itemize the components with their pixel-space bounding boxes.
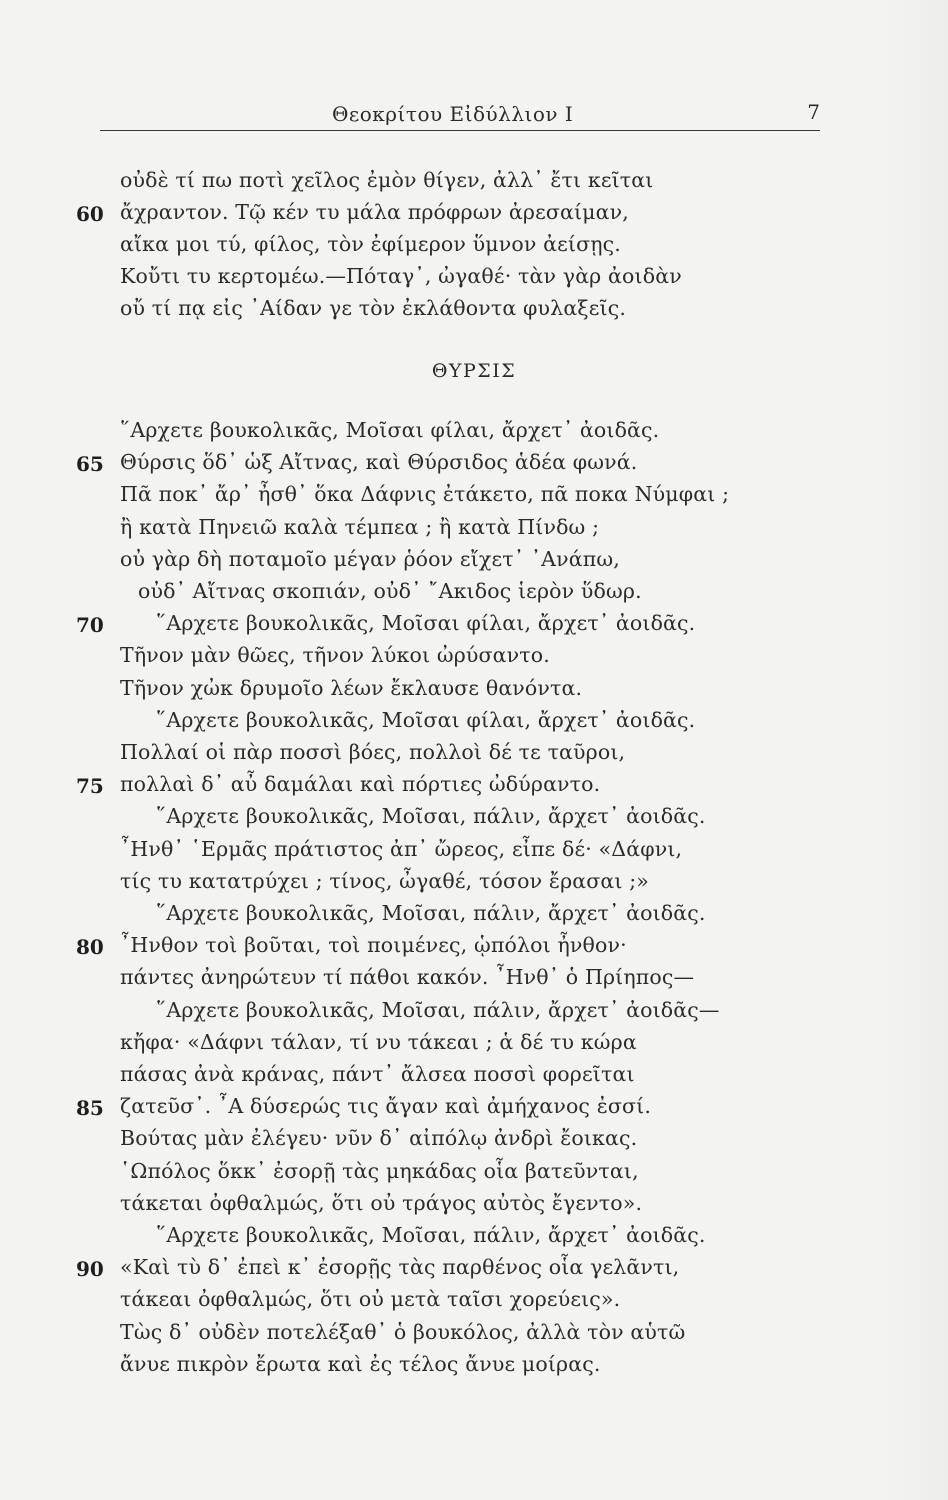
line-number: 80: [76, 935, 104, 960]
verse-text: Τῆνον μὰν θῶες, τῆνον λύκοι ὠρύσαντο.: [120, 643, 550, 668]
line-number: 65: [76, 452, 104, 477]
line-number: 60: [76, 202, 104, 226]
verse-text: Τὼς δ᾿ οὐδὲν ποτελέξαθ᾿ ὁ βουκόλος, ἀλλὰ τὸν αὑτῶ: [120, 1319, 686, 1344]
verse-line: [0, 1320, 948, 1352]
verse-text: ῞Αρχετε βουκολικᾶς, Μοῖσαι, πάλιν, ἄρχετ᾿ ἀοιδᾶς.: [156, 1223, 706, 1247]
line-number: 85: [76, 1096, 104, 1121]
verse-text: Τῆνον χὠκ δρυμοῖο λέων ἔκλαυσε θανόντα.: [120, 675, 583, 700]
verse-text: οὐδὲ τί πω ποτὶ χεῖλος ἐμὸν θίγεν, ἀλλ᾿ ἔτι κεῖται: [120, 168, 654, 192]
verse-line: [0, 1191, 948, 1223]
speaker-heading: ΘΥΡΣΙΣ: [431, 360, 517, 382]
verse-line: [0, 901, 948, 933]
verse-line: [0, 1255, 948, 1287]
line-number: 70: [76, 613, 104, 638]
verse-line: [0, 740, 948, 772]
verse-text: Βούτας μὰν ἐλέγευ· νῦν δ᾿ αἰπόλῳ ἀνδρὶ ἔοικας.: [120, 1126, 638, 1151]
verse-text: ῞Αρχετε βουκολικᾶς, Μοῖσαι, πάλιν, ἄρχετ᾿ ἀοιδᾶς.: [156, 804, 706, 829]
verse-line: [0, 515, 948, 547]
verse-text: ἢ κατὰ Πηνειῶ καλὰ τέμπεα ; ἢ κατὰ Πίνδω ;: [120, 514, 600, 539]
verse-line: [0, 1126, 948, 1158]
verse-line: [0, 676, 948, 708]
verse-line: [0, 869, 948, 901]
verse-text: Κοὔτι τυ κερτομέω.—Πόταγ᾿, ὠγαθέ· τὰν γὰρ ἀοιδὰν: [120, 264, 682, 288]
verse-text: ῞Αρχετε βουκολικᾶς, Μοῖσαι φίλαι, ἄρχετ᾿ ἀοιδᾶς.: [156, 707, 696, 732]
verse-text: πάσας ἀνὰ κράνας, πάντ᾿ ἄλσεα ποσσὶ φορεῖται: [120, 1062, 635, 1086]
verse-text: ῞Αρχετε βουκολικᾶς, Μοῖσαι φίλαι, ἄρχετ᾿ ἀοιδᾶς.: [156, 611, 696, 636]
verse-line: [0, 804, 948, 836]
verse-text: ῏Ηνθον τοὶ βοῦται, τοὶ ποιμένες, ᾡπόλοι ἦνθον·: [120, 933, 627, 958]
verse-line: [0, 1223, 948, 1255]
verse-line: [0, 837, 948, 869]
verse-text: Πολλαί οἱ πὰρ ποσσὶ βόες, πολλοὶ δέ τε ταῦροι,: [120, 740, 626, 764]
verse-text: πολλαὶ δ᾿ αὖ δαμάλαι καὶ πόρτιες ὠδύραντο.: [120, 772, 601, 797]
verse-text: οὔ τί πᾳ εἰς ᾿Αίδαν γε τὸν ἐκλάθοντα φυλαξεῖς.: [120, 296, 627, 320]
verse-text: ῞Αρχετε βουκολικᾶς, Μοῖσαι, πάλιν, ἄρχετ᾿ ἀοιδᾶς.: [156, 901, 706, 925]
verse-text: οὐδ᾿ Αἴτνας σκοπιάν, οὐδ᾿ ῎Ακιδος ἱερὸν ὕδωρ.: [138, 579, 642, 603]
verse-line: [0, 1287, 948, 1319]
verse-text: ἄχραντον. Τῷ κέν τυ μάλα πρόφρων ἀρεσαίμαν,: [120, 200, 629, 224]
verse-text: κἤφα· «Δάφνι τάλαν, τί νυ τάκεαι ; ἁ δέ τυ κώρα: [120, 1029, 637, 1054]
running-title: Θεοκρίτου Εἰδύλλιον Ι: [332, 102, 574, 126]
verse-text: ῞Αρχετε βουκολικᾶς, Μοῖσαι φίλαι, ἄρχετ᾿ ἀοιδᾶς.: [120, 418, 660, 442]
running-header: [100, 100, 820, 131]
verse-line: [0, 772, 948, 804]
verse-line: [0, 1062, 948, 1094]
verse-text: τάκεαι ὀφθαλμώς, ὅτι οὐ μετὰ ταῖσι χορεύεις».: [120, 1287, 621, 1312]
verse-text: τάκεται ὀφθαλμώς, ὅτι οὐ τράγος αὐτὸς ἔγεντο».: [120, 1190, 643, 1215]
verse-text: ῾Ωπόλος ὅκκ᾿ ἐσορῇ τὰς μηκάδας οἷα βατεῦνται,: [120, 1158, 639, 1183]
line-number: 75: [76, 774, 104, 799]
verse-line: [0, 418, 948, 450]
verse-text: ἄνυε πικρὸν ἔρωτα καὶ ἐς τέλος ἄνυε μοίρας.: [120, 1351, 601, 1376]
verse-line: [0, 1352, 948, 1384]
verse-text: πάντες ἀνηρώτευν τί πάθοι κακόν. ῏Ηνθ᾿ ὁ Πρίηπος—: [120, 965, 695, 990]
page-edge-shadow: [878, 0, 948, 1500]
line-number: 90: [76, 1257, 104, 1282]
verse-line: [0, 611, 948, 643]
verse-line: [0, 200, 948, 232]
verse-line: [0, 296, 948, 328]
verse-line: [0, 482, 948, 514]
verse-text: τίς τυ κατατρύχει ; τίνος, ὦγαθέ, τόσον ἔρασαι ;»: [120, 868, 649, 893]
verse-line: [0, 579, 948, 611]
verse-text: ῞Αρχετε βουκολικᾶς, Μοῖσαι, πάλιν, ἄρχετ᾿ ἀοιδᾶς—: [156, 997, 720, 1022]
verse-line: [0, 1094, 948, 1126]
verse-text: ζατεῦσ᾿. ῏Α δύσερώς τις ἄγαν καὶ ἀμήχανος ἐσσί.: [120, 1094, 652, 1119]
verse-text: Πᾶ ποκ᾿ ἄρ᾿ ἦσθ᾿ ὅκα Δάφνις ἐτάκετο, πᾶ ποκα Νύμφαι ;: [120, 482, 730, 507]
verse-text: οὐ γὰρ δὴ ποταμοῖο μέγαν ῥόον εἴχετ᾿ ᾿Ανάπω,: [120, 546, 620, 571]
verse-line: [0, 965, 948, 997]
verse-text: Θύρσις ὅδ᾿ ὡξ Αἴτνας, καὶ Θύρσιδος ἁδέα φωνά.: [120, 450, 638, 475]
verse-line: [0, 168, 948, 200]
verse-line: [0, 450, 948, 482]
verse-text: ῏Ηνθ᾿ ῾Ερμᾶς πράτιστος ἀπ᾿ ὤρεος, εἶπε δέ· «Δάφνι,: [120, 836, 683, 861]
verse-line: [0, 547, 948, 579]
verse-line: [0, 708, 948, 740]
verse-line: [0, 1159, 948, 1191]
verse-line: [0, 264, 948, 296]
verse-line: [0, 933, 948, 965]
verse-line: [0, 643, 948, 675]
page-number: 7: [807, 100, 820, 124]
verse-line: [0, 1030, 948, 1062]
verse-line: [0, 232, 948, 264]
verse-line: [0, 998, 948, 1030]
verse-text: αἴκα μοι τύ, φίλος, τὸν ἐφίμερον ὕμνον ἀείσῃς.: [120, 232, 621, 256]
verse-text: «Καὶ τὺ δ᾿ ἐπεὶ κ᾿ ἐσορῇς τὰς παρθένος οἷα γελᾶντι,: [120, 1255, 680, 1280]
